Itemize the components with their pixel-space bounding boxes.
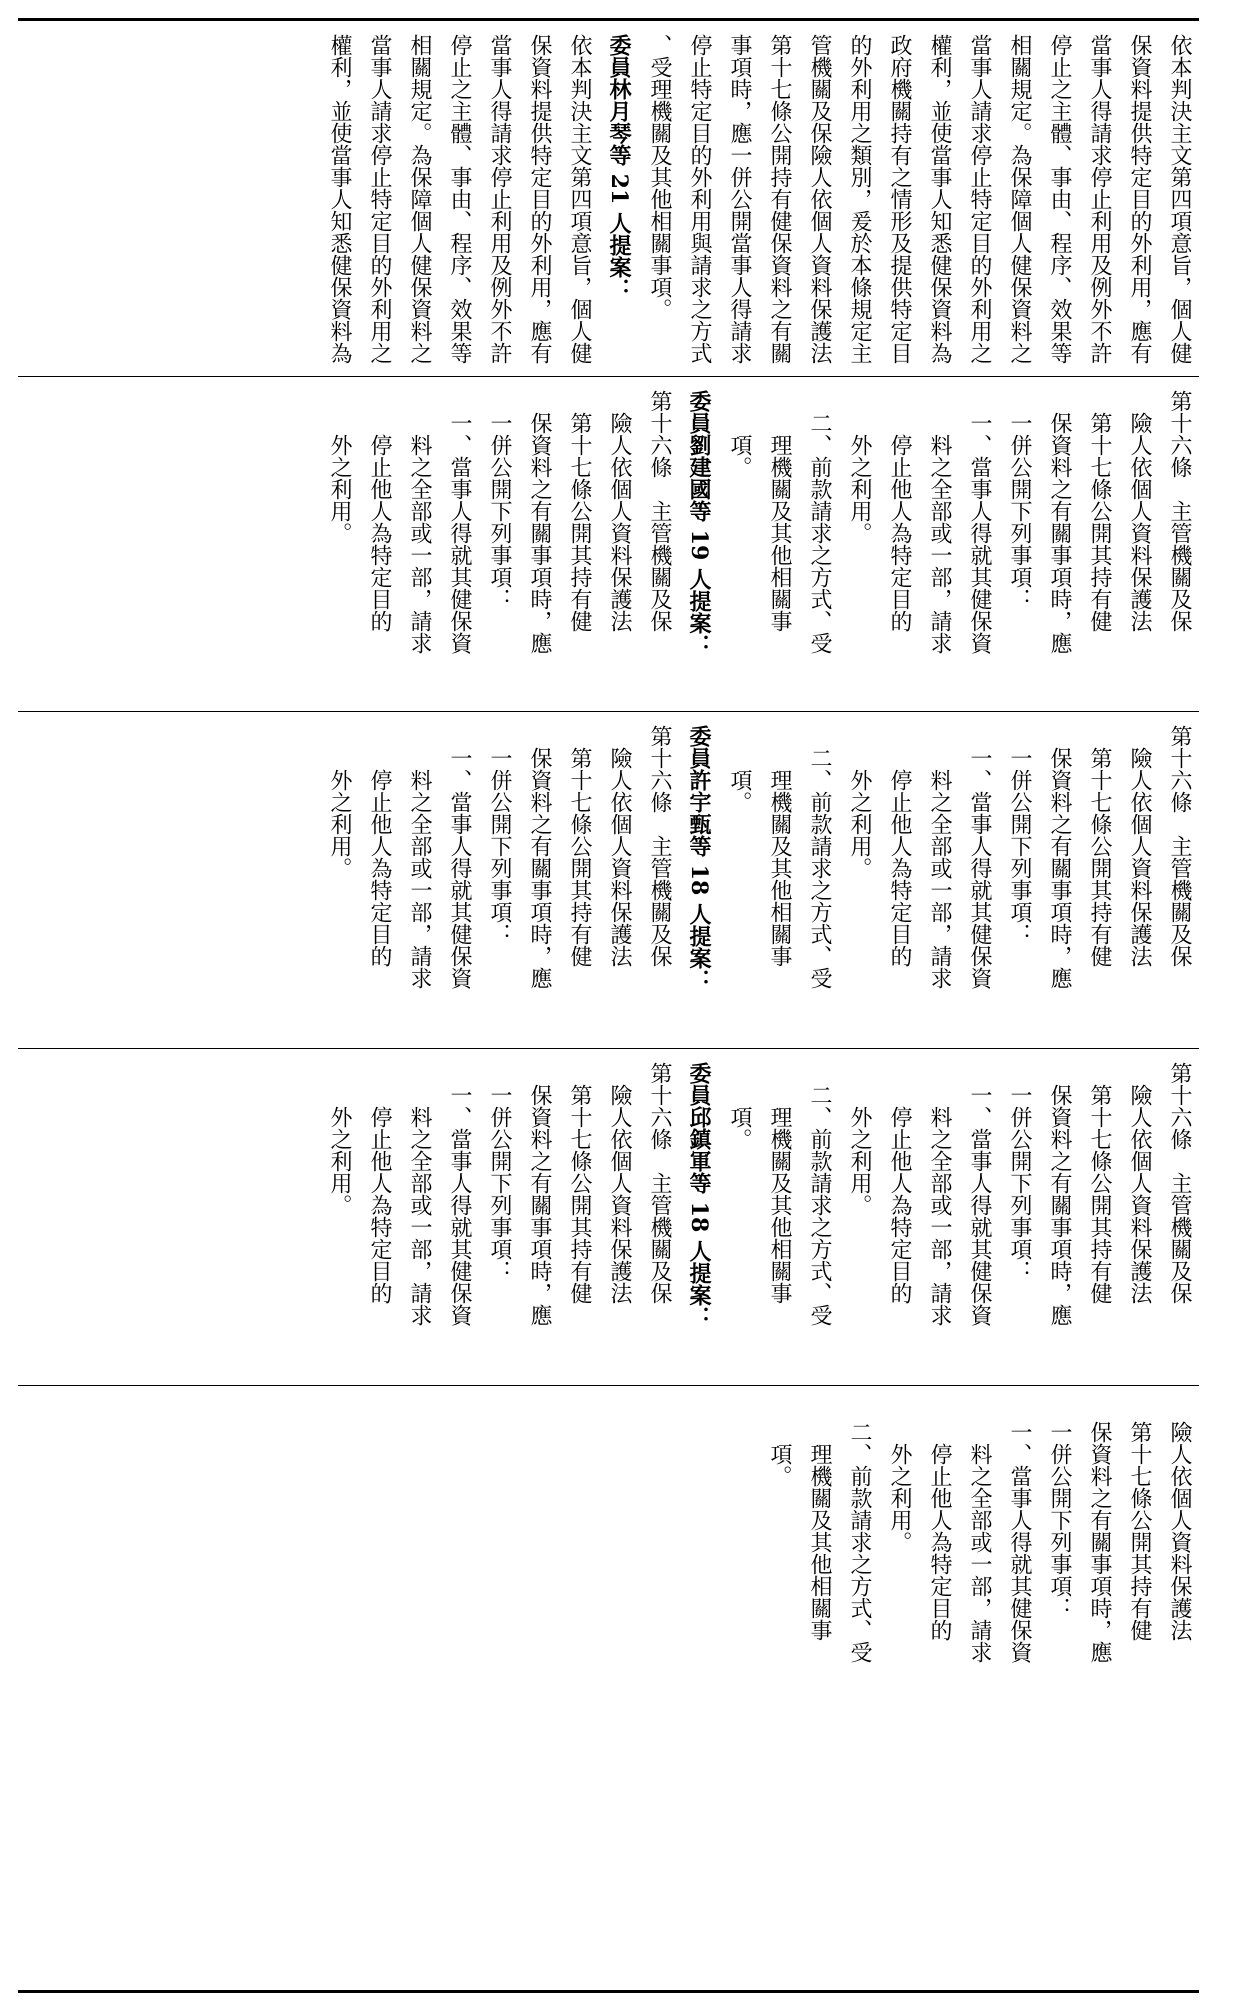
text-column: 一併公開下列事項： xyxy=(487,725,512,945)
text-column: 依本判決主文第四項意旨，個人健 xyxy=(567,34,592,364)
text-column: 第十七條公開其持有健 xyxy=(1087,390,1112,632)
text-column: 第十六條 主管機關及保 xyxy=(647,1062,672,1304)
text-column: 第十七條公開持有健保資料之有關 xyxy=(767,34,792,364)
section-divider xyxy=(18,711,1199,712)
text-column: 理機關及其他相關事 xyxy=(807,1399,832,1641)
text-column: 當事人請求停止特定目的外利用之 xyxy=(967,34,992,364)
text-column: 險人依個人資料保護法 xyxy=(607,390,632,632)
text-column: 保資料之有關事項時，應 xyxy=(1087,1399,1112,1663)
text-column: 理機關及其他相關事 xyxy=(767,390,792,632)
text-column: 一、當事人得就其健保資 xyxy=(967,1062,992,1326)
section-band xyxy=(18,380,1199,708)
text-column: 險人依個人資料保護法 xyxy=(607,725,632,967)
text-column: 料之全部或一部，請求 xyxy=(967,1399,992,1663)
text-column: 的外利用之類別，爰於本條規定主 xyxy=(847,34,872,364)
text-column: 二、前款請求之方式、受 xyxy=(807,725,832,989)
text-column: 停止他人為特定目的 xyxy=(887,1062,912,1304)
text-column: 理機關及其他相關事 xyxy=(767,725,792,967)
text-column: 停止他人為特定目的 xyxy=(887,390,912,632)
text-column: 事項時，應一併公開當事人得請求 xyxy=(727,34,752,364)
text-column: 一、當事人得就其健保資 xyxy=(447,1062,472,1326)
text-column: 停止他人為特定目的 xyxy=(367,1062,392,1304)
text-column: 保資料之有關事項時，應 xyxy=(527,725,552,989)
text-column: 第十七條公開其持有健 xyxy=(1087,1062,1112,1304)
text-column: 停止他人為特定目的 xyxy=(927,1399,952,1641)
text-column: 料之全部或一部，請求 xyxy=(407,725,432,989)
text-column: 二、前款請求之方式、受 xyxy=(847,1399,872,1663)
text-column: 險人依個人資料保護法 xyxy=(1127,725,1152,967)
bottom-rule xyxy=(18,1990,1199,1993)
text-columns xyxy=(319,715,1199,1045)
top-rule xyxy=(18,18,1199,21)
text-column: 相關規定。為保障個人健保資料之 xyxy=(1007,34,1032,364)
text-columns xyxy=(319,24,1199,370)
text-column: 停止他人為特定目的 xyxy=(367,725,392,967)
text-column: 項。 xyxy=(767,1399,792,1487)
text-column: 保資料之有關事項時，應 xyxy=(527,390,552,654)
text-column: 權利，並使當事人知悉健保資料為 xyxy=(327,34,352,364)
text-column: 項。 xyxy=(727,390,752,478)
section-band xyxy=(18,1389,1199,1984)
text-column: 一、當事人得就其健保資 xyxy=(967,390,992,654)
proposal-heading: 委員邱鎮軍等 18 人提案： xyxy=(686,1062,712,1328)
text-column: 一、當事人得就其健保資 xyxy=(447,390,472,654)
text-columns xyxy=(319,380,1199,708)
text-columns xyxy=(759,1389,1199,1984)
text-column: 險人依個人資料保護法 xyxy=(1167,1399,1192,1641)
section-divider xyxy=(18,1385,1199,1386)
text-column: 一併公開下列事項： xyxy=(1007,725,1032,945)
text-column: 當事人得請求停止利用及例外不許 xyxy=(1087,34,1112,364)
text-column: 第十六條 主管機關及保 xyxy=(647,725,672,967)
section-divider xyxy=(18,1048,1199,1049)
text-column: 政府機關持有之情形及提供特定目 xyxy=(887,34,912,364)
text-column: 相關規定。為保障個人健保資料之 xyxy=(407,34,432,364)
text-column: 第十七條公開其持有健 xyxy=(567,1062,592,1304)
text-columns xyxy=(319,1052,1199,1382)
text-column: 險人依個人資料保護法 xyxy=(1127,1062,1152,1304)
text-column: 保資料提供特定目的外利用，應有 xyxy=(1127,34,1152,364)
text-column: 第十六條 主管機關及保 xyxy=(1167,725,1192,967)
text-column: 項。 xyxy=(727,1062,752,1150)
text-column: 保資料之有關事項時，應 xyxy=(1047,725,1072,989)
text-column: 一、當事人得就其健保資 xyxy=(447,725,472,989)
text-column: 二、前款請求之方式、受 xyxy=(807,1062,832,1326)
text-column: 停止之主體、事由、程序、效果等 xyxy=(1047,34,1072,364)
text-column: 外之利用。 xyxy=(847,390,872,544)
text-column: 外之利用。 xyxy=(327,1062,352,1216)
text-column: 外之利用。 xyxy=(327,390,352,544)
text-column: 一、當事人得就其健保資 xyxy=(1007,1399,1032,1663)
text-column: 外之利用。 xyxy=(847,725,872,879)
text-column: 第十七條公開其持有健 xyxy=(1127,1399,1152,1641)
text-column: 、受理機關及其他相關事項。 xyxy=(647,34,672,320)
text-column: 停止特定目的外利用與請求之方式 xyxy=(687,34,712,364)
text-column: 依本判決主文第四項意旨，個人健 xyxy=(1167,34,1192,364)
text-column: 一併公開下列事項： xyxy=(1007,1062,1032,1282)
text-column: 外之利用。 xyxy=(887,1399,912,1553)
text-column: 停止他人為特定目的 xyxy=(367,390,392,632)
text-column: 料之全部或一部，請求 xyxy=(927,390,952,654)
text-column: 料之全部或一部，請求 xyxy=(927,725,952,989)
text-column: 一、當事人得就其健保資 xyxy=(967,725,992,989)
text-column: 保資料提供特定目的外利用，應有 xyxy=(527,34,552,364)
section-band xyxy=(18,1052,1199,1382)
section-divider xyxy=(18,376,1199,377)
text-column: 第十六條 主管機關及保 xyxy=(1167,1062,1192,1304)
text-column: 一併公開下列事項： xyxy=(487,1062,512,1282)
text-column: 第十六條 主管機關及保 xyxy=(1167,390,1192,632)
section-band xyxy=(18,24,1199,370)
text-column: 一併公開下列事項： xyxy=(1047,1399,1072,1619)
text-column: 保資料之有關事項時，應 xyxy=(1047,390,1072,654)
text-column: 第十七條公開其持有健 xyxy=(1087,725,1112,967)
text-column: 第十六條 主管機關及保 xyxy=(647,390,672,632)
text-column: 險人依個人資料保護法 xyxy=(1127,390,1152,632)
proposal-heading: 委員林月琴等 21 人提案： xyxy=(606,34,632,300)
text-column: 權利，並使當事人知悉健保資料為 xyxy=(927,34,952,364)
text-column: 停止之主體、事由、程序、效果等 xyxy=(447,34,472,364)
text-column: 一併公開下列事項： xyxy=(487,390,512,610)
text-column: 料之全部或一部，請求 xyxy=(927,1062,952,1326)
text-column: 停止他人為特定目的 xyxy=(887,725,912,967)
text-column: 料之全部或一部，請求 xyxy=(407,390,432,654)
text-column: 當事人得請求停止利用及例外不許 xyxy=(487,34,512,364)
text-column: 外之利用。 xyxy=(847,1062,872,1216)
proposal-heading: 委員許宇甄等 18 人提案： xyxy=(686,725,712,991)
text-column: 險人依個人資料保護法 xyxy=(607,1062,632,1304)
text-column: 料之全部或一部，請求 xyxy=(407,1062,432,1326)
proposal-heading: 委員劉建國等 19 人提案： xyxy=(686,390,712,656)
text-column: 保資料之有關事項時，應 xyxy=(527,1062,552,1326)
text-column: 外之利用。 xyxy=(327,725,352,879)
text-column: 一併公開下列事項： xyxy=(1007,390,1032,610)
text-column: 當事人請求停止特定目的外利用之 xyxy=(367,34,392,364)
text-column: 項。 xyxy=(727,725,752,813)
text-column: 理機關及其他相關事 xyxy=(767,1062,792,1304)
section-band xyxy=(18,715,1199,1045)
text-column: 管機關及保險人依個人資料保護法 xyxy=(807,34,832,364)
text-column: 二、前款請求之方式、受 xyxy=(807,390,832,654)
text-column: 保資料之有關事項時，應 xyxy=(1047,1062,1072,1326)
text-column: 第十七條公開其持有健 xyxy=(567,390,592,632)
text-column: 第十七條公開其持有健 xyxy=(567,725,592,967)
